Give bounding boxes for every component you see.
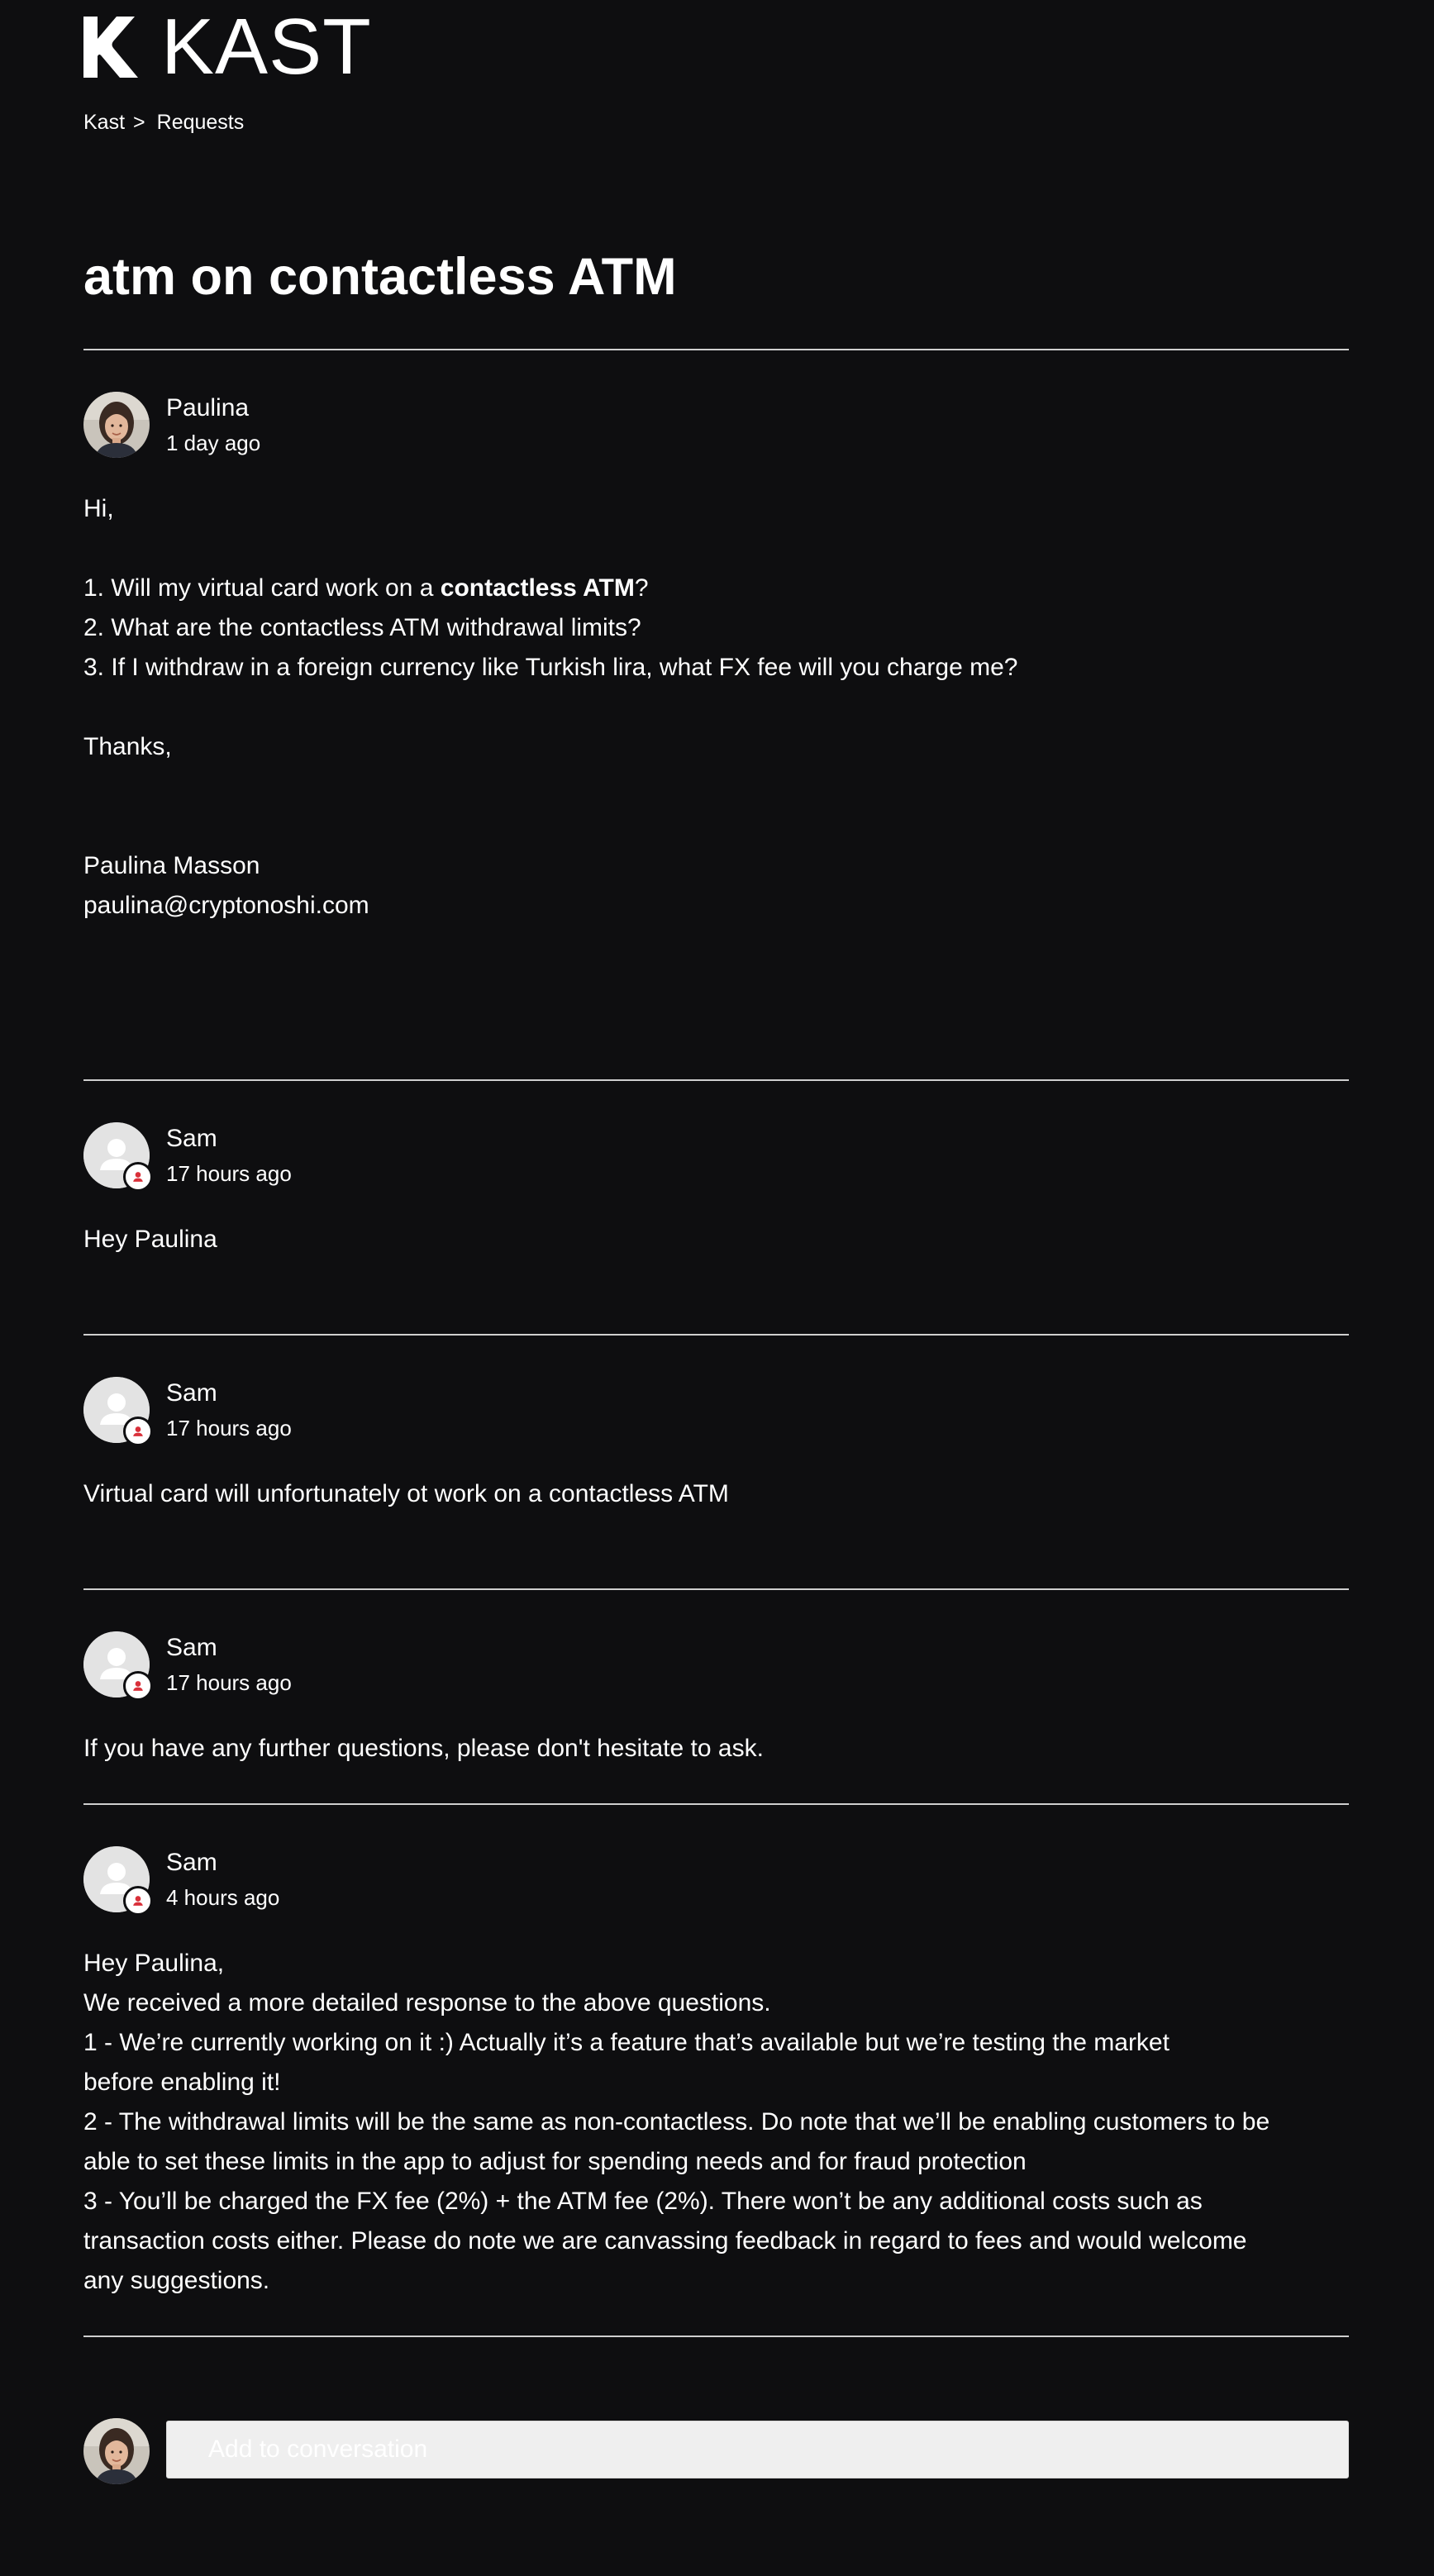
comment-header — [83, 1631, 1349, 1699]
kast-logo[interactable] — [83, 2, 372, 91]
comment-time: 17 hours ago — [166, 1670, 292, 1695]
current-user-avatar — [83, 2418, 150, 2484]
avatar — [83, 392, 150, 458]
comment-body — [83, 1220, 1349, 1259]
comment-text: before enabling it! — [83, 2069, 281, 2096]
comment-text: 1. Will my virtual card work on a contactless ATM? — [83, 574, 649, 602]
comment-item — [83, 1846, 1349, 2301]
comment-divider — [83, 1588, 1349, 1590]
comment-time: 1 day ago — [166, 431, 261, 455]
logo-wordmark: KAST — [161, 2, 372, 91]
comment-text: We received a more detailed response to the above questions. — [83, 1989, 771, 2017]
comment-item — [83, 392, 1349, 926]
comment-text: able to set these limits in the app to adjust for spending needs and for fraud protection — [83, 2148, 1027, 2175]
user-photo-icon — [83, 392, 150, 458]
comment-body — [83, 1729, 1349, 1769]
comment-text: 3 - You’ll be charged the FX fee (2%) + the ATM fee (2%). There won’t be any additional costs such as — [83, 2188, 1203, 2215]
comment-body — [83, 489, 1349, 926]
comment-divider — [83, 1079, 1349, 1081]
comment-body — [83, 1474, 1349, 1514]
agent-badge-icon — [123, 1886, 153, 1916]
user-photo-icon — [83, 2418, 150, 2484]
add-to-conversation-input[interactable] — [166, 2421, 1349, 2478]
comment-body — [83, 1944, 1349, 2301]
signature-email[interactable]: paulina@cryptonoshi.com — [83, 892, 369, 919]
comment-author: Sam — [166, 1634, 217, 1661]
avatar — [83, 1846, 150, 1912]
agent-badge-icon — [123, 1671, 153, 1701]
breadcrumb-separator: > — [133, 111, 145, 134]
comment-text: any suggestions. — [83, 2267, 270, 2294]
comment-time: 4 hours ago — [166, 1885, 280, 1910]
comment-text: Hey Paulina — [83, 1226, 217, 1253]
comment-header — [83, 1846, 1349, 1914]
comment-header — [83, 1122, 1349, 1190]
comment-text: Hi, — [83, 495, 114, 522]
comment-item — [83, 1122, 1349, 1259]
comment-time: 17 hours ago — [166, 1416, 292, 1440]
comment-author: Sam — [166, 1849, 217, 1876]
avatar — [83, 1631, 150, 1697]
bold-text: contactless ATM — [440, 574, 635, 602]
comment-item — [83, 1631, 1349, 1769]
breadcrumb-home-link[interactable]: Kast — [83, 111, 126, 134]
comment-author: Sam — [166, 1125, 217, 1152]
agent-badge-icon — [123, 1417, 153, 1446]
comment-text: 2 - The withdrawal limits will be the same as non-contactless. Do note that we’ll be enabling customers to be — [83, 2108, 1270, 2136]
comment-time: 17 hours ago — [166, 1161, 292, 1186]
signature-name: Paulina Masson — [83, 852, 260, 879]
comment-header — [83, 392, 1349, 459]
comment-text: Hey Paulina, — [83, 1950, 225, 1977]
breadcrumb — [83, 109, 244, 136]
comment-text: 2. What are the contactless ATM withdrawal limits? — [83, 614, 641, 641]
agent-badge-icon — [123, 1162, 153, 1192]
comment-divider — [83, 1334, 1349, 1336]
comment-header — [83, 1377, 1349, 1445]
kast-k-mark-icon — [83, 17, 138, 78]
comment-text: 3. If I withdraw in a foreign currency like Turkish lira, what FX fee will you charge me? — [83, 654, 1018, 681]
comment-text: 1 - We’re currently working on it :) Actually it’s a feature that’s available but we’re testing the market — [83, 2029, 1170, 2056]
comment-text: If you have any further questions, please don't hesitate to ask. — [83, 1735, 764, 1762]
comment-divider — [83, 1803, 1349, 1805]
comment-item — [83, 1377, 1349, 1514]
comment-author: Paulina — [166, 394, 250, 421]
comment-text: transaction costs either. Please do note we are canvassing feedback in regard to fees and would welcome — [83, 2227, 1247, 2255]
title-divider — [83, 349, 1349, 350]
comment-text: Thanks, — [83, 733, 172, 760]
comment-author: Sam — [166, 1379, 217, 1407]
breadcrumb-requests-link[interactable]: Requests — [156, 111, 245, 134]
avatar — [83, 1377, 150, 1443]
page-title: atm on contactless ATM — [83, 248, 677, 306]
comment-text: Virtual card will unfortunately ot work on a contactless ATM — [83, 1480, 729, 1507]
comment-divider — [83, 2336, 1349, 2337]
avatar — [83, 1122, 150, 1188]
reply-box — [83, 2418, 1349, 2486]
